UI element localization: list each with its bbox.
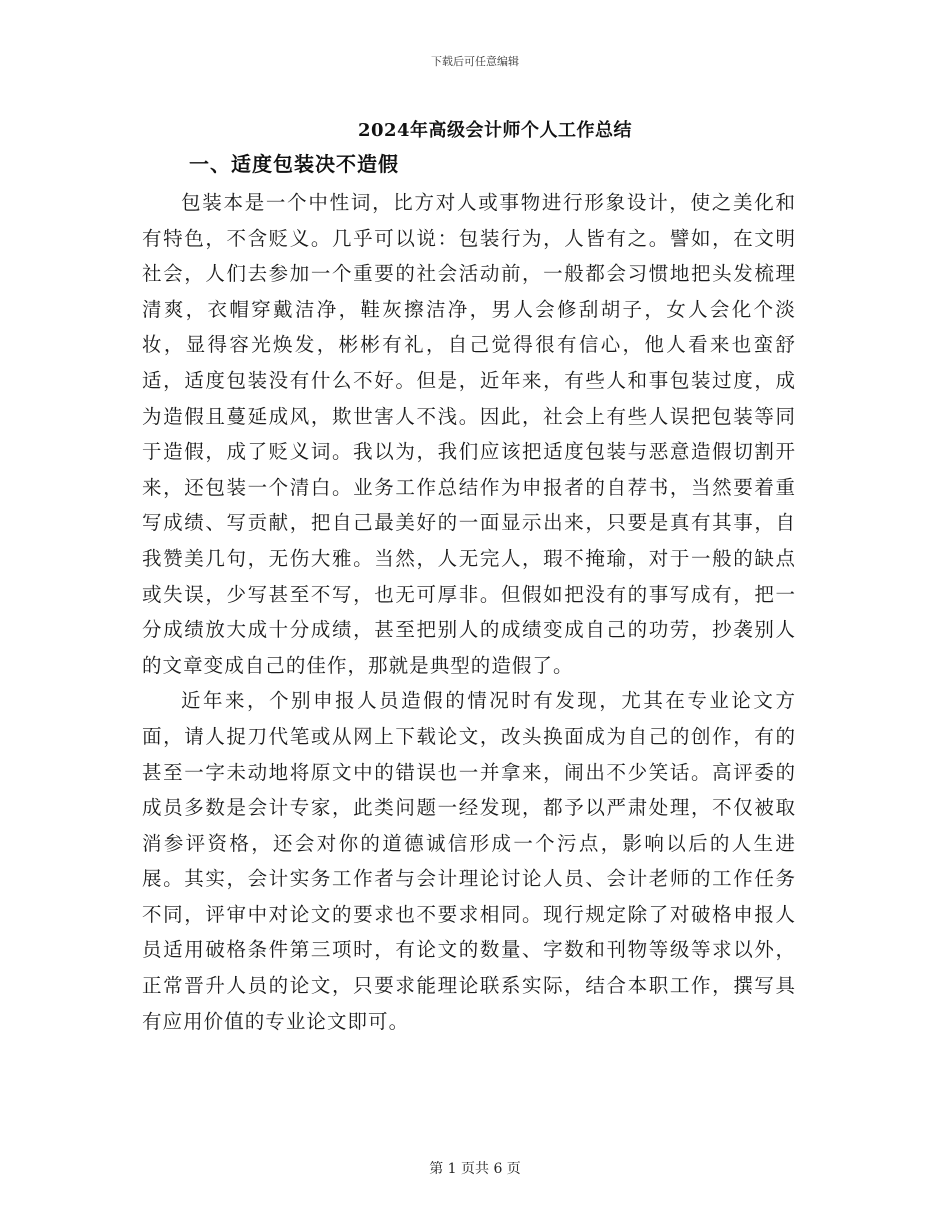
document-title: 2024年高级会计师个人工作总结 <box>357 120 633 141</box>
paragraph: 包装本是一个中性词，比方对人或事物进行形象设计，使之美化和有特色，不含贬义。几乎可以说：包装行为，人皆有之。譬如，在文明社会，人们去参加一个重要的社会活动前，一般都会习惯地把头发梳理清爽，衣帽穿戴洁净，鞋灰擦洁净，男人会修刮胡子，女人会化个淡妆，显得容光焕发，彬彬有礼，自己觉得很有信心，他人看来也蛮舒适，适度包装没有什么不好。但是，近年来，有些人和事包装过度，成为造假且蔓延成风，欺世害人不浅。因此，社会上有些人误把包装等同于造假，成了贬义词。我以为，我们应该把适度包装与恶意造假切割开来，还包装一个清白。业务工作总结作为申报者的自荐书，当然要着重写成绩、写贡献，把自己最美好的一面显示出来，只要是真有其事，自我赞美几句，无伤大雅。当然，人无完人，瑕不掩瑜，对于一般的缺点或失误，少写甚至不写，也无可厚非。但假如把没有的事写成有，把一分成绩放大成十分成绩，甚至把别人的成绩变成自己的功劳，抄袭别人的文章变成自己的佳作，那就是典型的造假了。 <box>142 191 796 677</box>
page-number: 第 1 页共 6 页 <box>429 1161 521 1177</box>
document-body <box>142 185 796 1039</box>
page-header: 下载后可任意编辑 <box>431 55 519 68</box>
section-heading: 一、适度包装决不造假 <box>189 152 399 176</box>
paragraph: 近年来，个别申报人员造假的情况时有发现，尤其在专业论文方面，请人捉刀代笔或从网上下载论文，改头换面成为自己的创作，有的甚至一字未动地将原文中的错误也一并拿来，闹出不少笑话。高评委的成员多数是会计专家，此类问题一经发现，都予以严肃处理，不仅被取消参评资格，还会对你的道德诚信形成一个污点，影响以后的人生进展。其实，会计实务工作者与会计理论讨论人员、会计老师的工作任务不同，评审中对论文的要求也不要求相同。现行规定除了对破格申报人员适用破格条件第三项时，有论文的数量、字数和刊物等级等求以外，正常晋升人员的论文，只要求能理论联系实际，结合本职工作，撰写具有应用价值的专业论文即可。 <box>142 689 796 1033</box>
